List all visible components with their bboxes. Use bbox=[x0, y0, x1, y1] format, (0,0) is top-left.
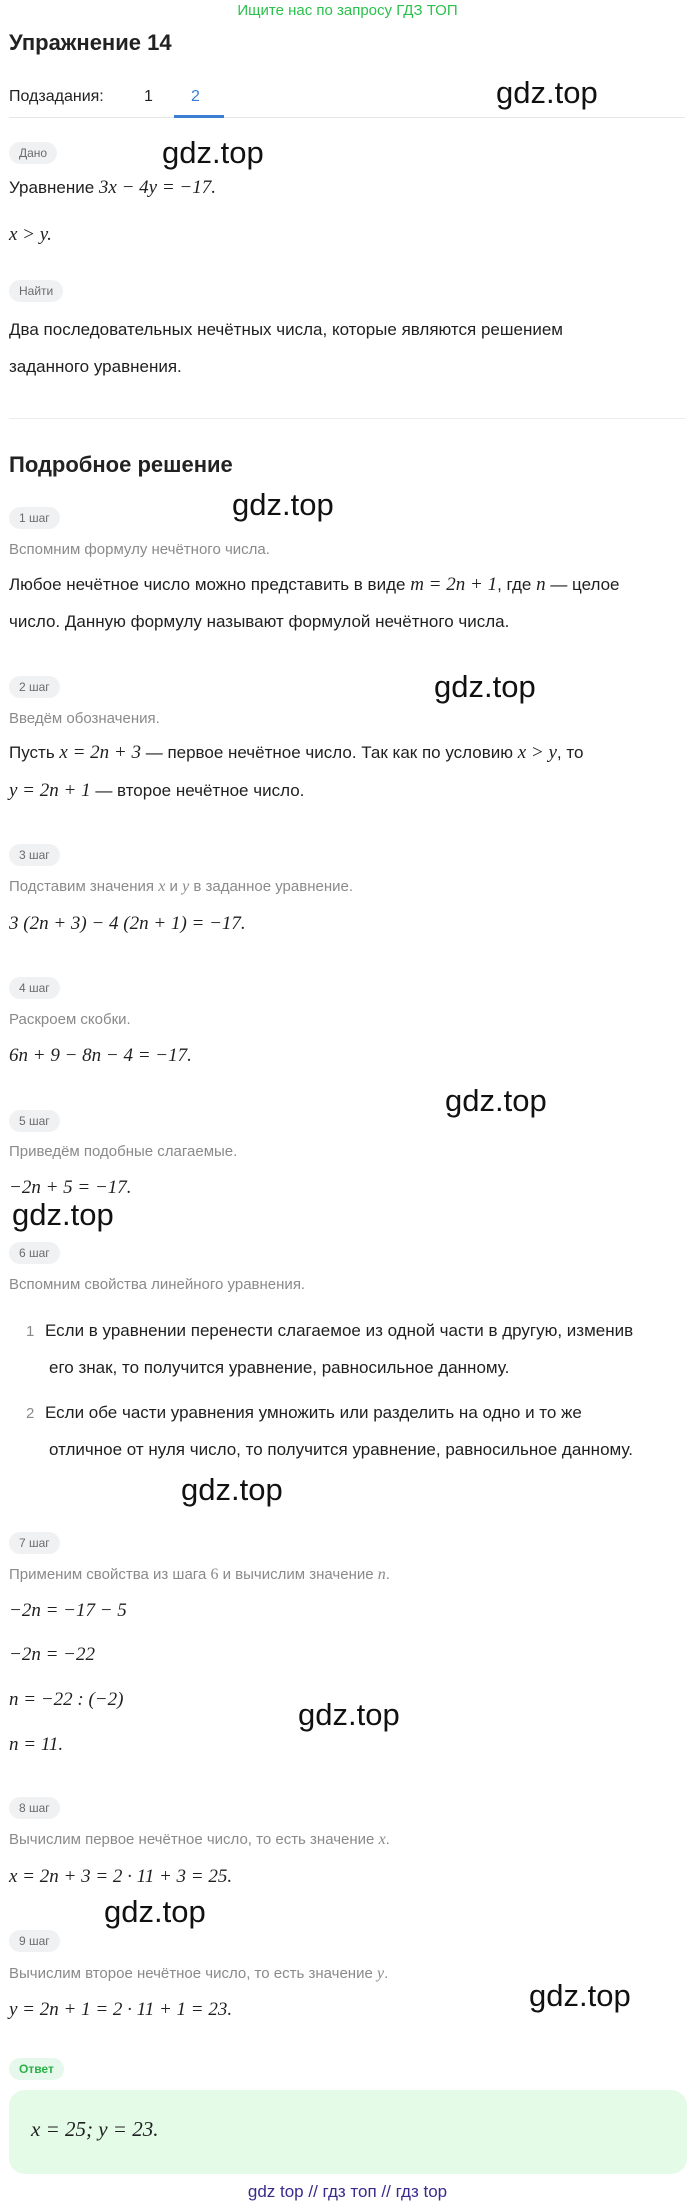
subtasks-label: Подзадания: bbox=[9, 88, 104, 105]
formula: −2n + 5 = −17. bbox=[9, 1177, 132, 1198]
footer-separator: // bbox=[381, 2182, 391, 2201]
watermark: gdz.top bbox=[445, 1083, 547, 1118]
step-hint: Вспомним свойства линейного уравнения. bbox=[9, 1276, 306, 1293]
step-equation bbox=[9, 1999, 232, 2021]
formula: −2n = −17 − 5 bbox=[9, 1600, 127, 1621]
step-equation bbox=[9, 1600, 127, 1622]
step-pill: 2 шаг bbox=[9, 676, 60, 698]
step-hint: Раскроем скобки. bbox=[9, 1011, 131, 1028]
step-equation bbox=[9, 1177, 132, 1199]
text-part: Пусть bbox=[9, 743, 55, 762]
watermark: gdz.top bbox=[232, 487, 334, 522]
subtask-tab-2[interactable]: 2 bbox=[191, 88, 200, 105]
text-part: Вычислим второе нечётное число, то есть значение bbox=[9, 1965, 373, 1982]
step-pill: 3 шаг bbox=[9, 844, 60, 866]
text-part: . bbox=[384, 1965, 389, 1982]
footer-link[interactable]: гдз top bbox=[395, 2182, 448, 2201]
step-equation bbox=[9, 1866, 232, 1888]
active-tab-indicator bbox=[174, 115, 224, 118]
step-hint bbox=[9, 1566, 390, 1584]
formula: n = 11. bbox=[9, 1734, 64, 1755]
formula: m = 2n + 1 bbox=[410, 574, 498, 595]
list-item-line: отличное от нуля число, то получится уравнение, равносильное данному. bbox=[49, 1440, 633, 1459]
step-text: число. Данную формулу называют формулой нечётного числа. bbox=[9, 612, 510, 631]
given-pill: Дано bbox=[9, 142, 57, 164]
step-pill: 1 шаг bbox=[9, 507, 60, 529]
step-hint: Вспомним формулу нечётного числа. bbox=[9, 541, 270, 558]
step-text bbox=[9, 742, 583, 764]
list-item-line: его знак, то получится уравнение, равносильное данному. bbox=[49, 1358, 510, 1377]
formula: x bbox=[158, 878, 166, 895]
formula: x > y bbox=[517, 742, 557, 763]
text-part: и bbox=[169, 878, 178, 895]
text-part: . bbox=[385, 1566, 390, 1583]
step-hint: Приведём подобные слагаемые. bbox=[9, 1143, 238, 1160]
answer-pill: Ответ bbox=[9, 2058, 64, 2080]
list-number: 1 bbox=[26, 1323, 35, 1340]
solution-title: Подробное решение bbox=[9, 452, 233, 477]
formula: 6 bbox=[210, 1566, 219, 1583]
formula: n = −22 : (−2) bbox=[9, 1689, 124, 1710]
watermark: gdz.top bbox=[104, 1894, 206, 1929]
step-hint: Введём обозначения. bbox=[9, 710, 160, 727]
step-pill: 8 шаг bbox=[9, 1797, 60, 1819]
watermark: gdz.top bbox=[298, 1697, 400, 1732]
text-part: Применим свойства из шага bbox=[9, 1566, 207, 1583]
find-pill: Найти bbox=[9, 280, 63, 302]
step-hint bbox=[9, 1831, 390, 1849]
formula: y = 2n + 1 = 2 · 11 + 1 = 23. bbox=[9, 1999, 233, 2020]
step-equation bbox=[9, 1045, 192, 1067]
text-part: — первое нечётное число. Так как по условию bbox=[145, 743, 513, 762]
footer-separator: // bbox=[308, 2182, 318, 2201]
watermark: gdz.top bbox=[529, 1978, 631, 2013]
text-part: Вычислим первое нечётное число, то есть значение bbox=[9, 1831, 375, 1848]
list-number: 2 bbox=[26, 1405, 35, 1422]
step-pill: 7 шаг bbox=[9, 1532, 60, 1554]
step-pill: 9 шаг bbox=[9, 1930, 60, 1952]
list-item-line: Если в уравнении перенести слагаемое из одной части в другую, изменив bbox=[45, 1321, 634, 1340]
text-part: , то bbox=[556, 743, 584, 762]
footer-link[interactable]: gdz top bbox=[247, 2182, 304, 2201]
formula: x = 2n + 3 bbox=[59, 742, 141, 763]
formula: 3 (2n + 3) − 4 (2n + 1) = −17. bbox=[9, 913, 246, 934]
text-part: — второе нечётное число. bbox=[95, 781, 305, 800]
watermark: gdz.top bbox=[496, 75, 598, 110]
step-equation bbox=[9, 1689, 123, 1711]
answer-value: x = 25; y = 23. bbox=[31, 2117, 159, 2141]
formula: n bbox=[536, 574, 546, 595]
formula: x bbox=[378, 1831, 386, 1848]
given-prefix: Уравнение bbox=[9, 178, 95, 197]
formula: −2n = −22 bbox=[9, 1644, 95, 1665]
step-hint bbox=[9, 878, 353, 896]
footer-links bbox=[0, 2182, 695, 2202]
step-pill: 4 шаг bbox=[9, 977, 60, 999]
text-part: — целое bbox=[550, 575, 620, 594]
step-equation bbox=[9, 1734, 63, 1756]
given-line-1 bbox=[9, 177, 216, 199]
formula: n bbox=[377, 1566, 386, 1583]
watermark: gdz.top bbox=[162, 135, 264, 170]
section-divider bbox=[9, 418, 685, 419]
answer-box bbox=[9, 2090, 687, 2174]
watermark: gdz.top bbox=[12, 1197, 114, 1232]
watermark: gdz.top bbox=[181, 1472, 283, 1507]
text-part: . bbox=[385, 1831, 390, 1848]
formula: y bbox=[182, 878, 190, 895]
step-hint bbox=[9, 1965, 388, 1983]
formula: 6n + 9 − 8n − 4 = −17. bbox=[9, 1045, 192, 1066]
find-line-1: Два последовательных нечётных числа, которые являются решением bbox=[9, 320, 563, 339]
text-part: Любое нечётное число можно представить в виде bbox=[9, 575, 406, 594]
page-title: Упражнение 14 bbox=[9, 30, 172, 55]
list-item-line: Если обе части уравнения умножить или разделить на одно и то же bbox=[45, 1403, 582, 1422]
find-line-2: заданного уравнения. bbox=[9, 357, 182, 376]
top-banner: Ищите нас по запросу ГДЗ ТОП bbox=[237, 2, 458, 19]
given-line-2 bbox=[9, 224, 52, 246]
subtask-tab-1[interactable]: 1 bbox=[144, 88, 153, 105]
formula: x = 2n + 3 = 2 · 11 + 3 = 25. bbox=[9, 1866, 233, 1887]
step-equation bbox=[9, 913, 246, 935]
text-part: Подставим значения bbox=[9, 878, 155, 895]
given-equation: 3x − 4y = −17. bbox=[98, 177, 216, 198]
formula: y bbox=[376, 1965, 385, 1982]
given-condition: x > y. bbox=[9, 224, 52, 245]
text-part: и вычислим значение bbox=[222, 1566, 374, 1583]
step-text bbox=[9, 574, 620, 596]
step-text bbox=[9, 780, 304, 802]
step-pill: 6 шаг bbox=[9, 1242, 60, 1264]
text-part: , где bbox=[497, 575, 532, 594]
step-equation bbox=[9, 1644, 95, 1666]
text-part: в заданное уравнение. bbox=[193, 878, 353, 895]
footer-link[interactable]: гдз топ bbox=[322, 2182, 377, 2201]
watermark: gdz.top bbox=[434, 669, 536, 704]
formula: y = 2n + 1 bbox=[9, 780, 91, 801]
step-pill: 5 шаг bbox=[9, 1110, 60, 1132]
